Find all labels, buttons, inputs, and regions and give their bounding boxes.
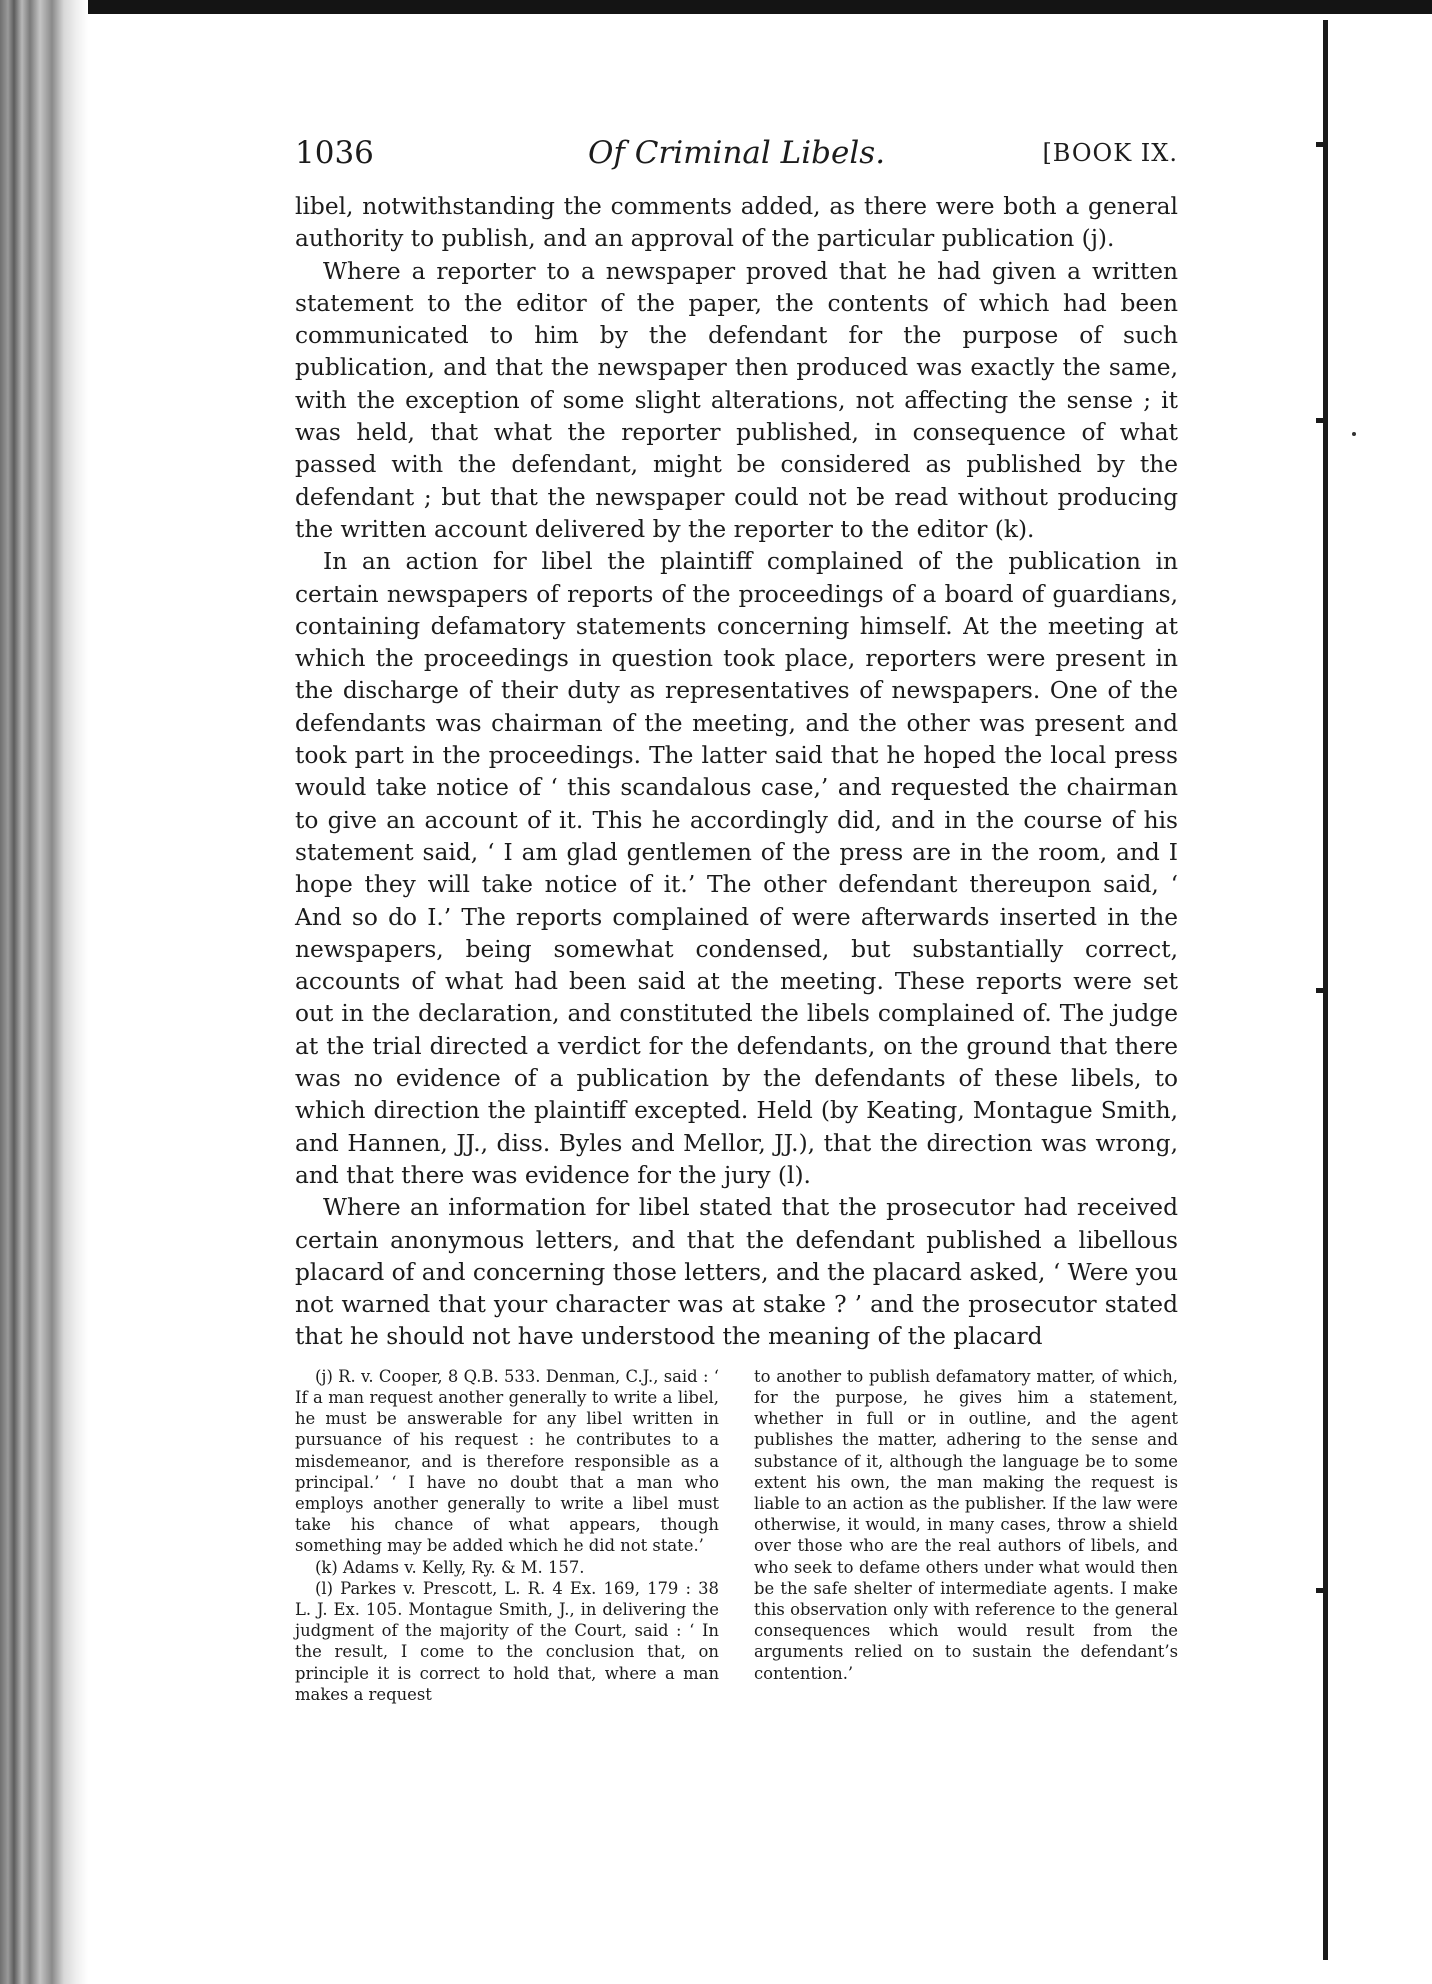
body-text: [295, 191, 1178, 1354]
book-label: [BOOK IX.: [1042, 139, 1178, 167]
paragraph: In an action for libel the plaintiff complained of the publication in certain newspapers of reports of the proceedings of a board of guardians, containing defamatory statements concerning himself. At the meeting at which the proceedings in question took place, reporters were present in the discharge of their duty as representatives of newspapers. One of the defendants was chairman of the meeting, and the other was present and took part in the proceedings. The latter said that he hoped the local press would take notice of ‘ this scandalous case,’ and requested the chairman to give an account of it. This he accordingly did, and in the course of his statement said, ‘ I am glad gentlemen of the press are in the room, and I hope they will take notice of it.’ The other defendant thereupon said, ‘ And so do I.’ The reports complained of were afterwards inserted in the newspapers, being somewhat condensed, but substantially correct, accounts of what had been said at the meeting. These reports were set out in the declaration, and constituted the libels complained of. The judge at the trial directed a verdict for the defendants, on the ground that there was no evidence of a publication by the defendants of these libels, to which direction the plaintiff excepted. Held (by Keating, Montague Smith, and Hannen, JJ., diss. Byles and Mellor, JJ.), that the direction was wrong, and that there was evidence for the jury (l).: [295, 548, 1178, 1189]
footnote-column-left: [295, 1366, 719, 1705]
book-spine-edge: [0, 0, 88, 1984]
margin-tick-mark: [1316, 988, 1328, 993]
top-scan-border: [0, 0, 1432, 14]
footnotes: [295, 1366, 1178, 1705]
paragraph: libel, notwithstanding the comments added, as there were both a general authority to publish, and an approval of the particular publication (j).: [295, 193, 1178, 253]
running-title: Of Criminal Libels.: [587, 135, 886, 171]
footnote-continuation: to another to publish defamatory matter, of which, for the purpose, he gives him a statement, whether in full or in outline, and the agent publishes the matter, adhering to the sense and substance of it, although the language be to some extent his own, the man making the request is liable to an action as the publisher. If the law were otherwise, it would, in many cases, throw a shield over those who are the real authors of libels, and who seek to defame others under what would then be the safe shelter of intermediate agents. I make this observation only with reference to the general consequences which would result from the arguments relied on to sustain the defendant’s contention.’: [754, 1366, 1178, 1683]
page-number: 1036: [295, 135, 374, 171]
margin-tick-mark: [1316, 142, 1328, 147]
footnote: (l) Parkes v. Prescott, L. R. 4 Ex. 169, 179 : 38 L. J. Ex. 105. Montague Smith, J., in delivering the judgment of the majority of the Court, said : ‘ In the result, I come to the conclusion that, on principle it is correct to hold that, where a man makes a request: [295, 1578, 719, 1704]
footnote: (j) R. v. Cooper, 8 Q.B. 533. Denman, C.J., said : ‘ If a man request another generally to write a libel, he must be answerable for any libel written in pursuance of his request : he contributes to a misdemeanor, and is therefore responsible as a principal.’ ‘ I have no doubt that a man who employs another generally to write a libel must take his chance of what appears, though something may be added which he did not state.’: [295, 1366, 719, 1556]
book-page: [295, 135, 1178, 1705]
scan-speck: [1352, 432, 1356, 436]
paragraph: Where an information for libel stated that the prosecutor had received certain anonymous letters, and that the defendant published a libellous placard of and concerning those letters, and the placard asked, ‘ Were you not warned that your character was at stake ? ’ and the prosecutor stated that he should not have understood the meaning of the placard: [295, 1194, 1178, 1351]
footnote: (k) Adams v. Kelly, Ry. & M. 157.: [315, 1557, 585, 1577]
margin-tick-mark: [1316, 418, 1328, 423]
margin-tick-mark: [1316, 1588, 1328, 1593]
running-header: [295, 135, 1178, 185]
footnote-column-right: [754, 1366, 1178, 1705]
paragraph: Where a reporter to a newspaper proved that he had given a written statement to the editor of the paper, the contents of which had been communicated to him by the defendant for the purpose of such publication, and that the newspaper then produced was exactly the same, with the exception of some slight alterations, not affecting the sense ; it was held, that what the reporter published, in consequence of what passed with the defendant, might be considered as published by the defendant ; but that the newspaper could not be read without producing the written account delivered by the reporter to the editor (k).: [295, 257, 1178, 543]
